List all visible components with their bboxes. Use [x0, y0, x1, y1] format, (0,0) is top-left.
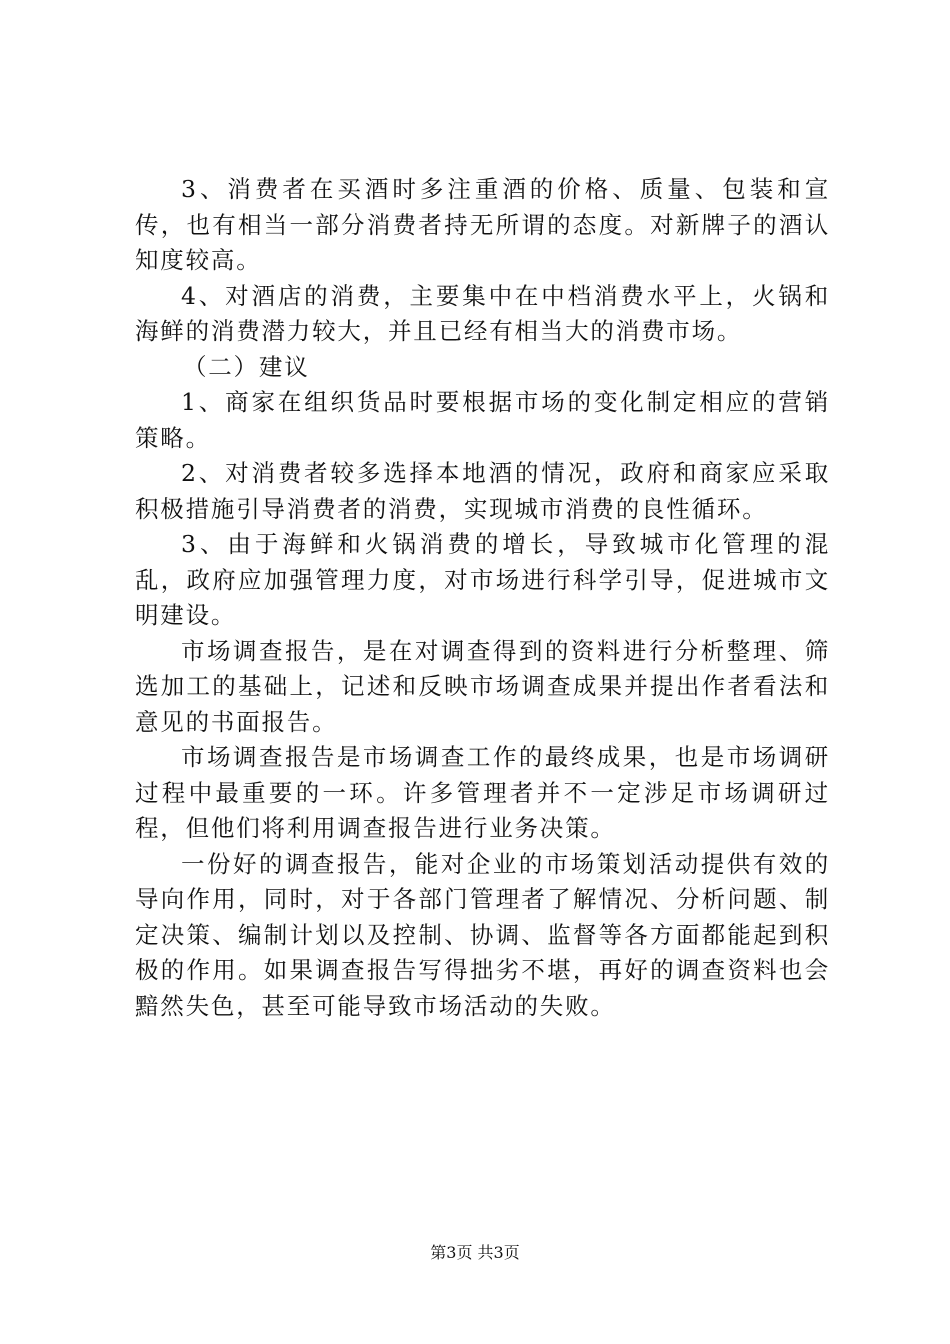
- document-body: [135, 172, 830, 1024]
- paragraph-suggestion-2: 2、对消费者较多选择本地酒的情况，政府和商家应采取积极措施引导消费者的消费，实现城市消费的良性循环。: [135, 459, 830, 523]
- paragraph-report-importance: 市场调查报告是市场调查工作的最终成果，也是市场调研过程中最重要的一环。许多管理者并不一定涉足市场调研过程，但他们将利用调查报告进行业务决策。: [135, 743, 830, 842]
- paragraph-suggestion-1: 1、商家在组织货品时要根据市场的变化制定相应的营销策略。: [135, 388, 830, 452]
- section-heading-suggestions: （二）建议: [183, 352, 310, 381]
- paragraph-report-definition: 市场调查报告，是在对调查得到的资料进行分析整理、筛选加工的基础上，记述和反映市场调查成果并提出作者看法和意见的书面报告。: [135, 636, 830, 736]
- paragraph-suggestion-3: 3、由于海鲜和火锅消费的增长，导致城市化管理的混乱，政府应加强管理力度，对市场进行科学引导，促进城市文明建设。: [135, 530, 830, 629]
- paragraph-hotel-consumption: 4、对酒店的消费，主要集中在中档消费水平上，火锅和海鲜的消费潜力较大，并且已经有相当大的消费市场。: [135, 281, 830, 345]
- page-number-footer: 第3页 共3页: [430, 1243, 520, 1262]
- paragraph-report-value: 一份好的调查报告，能对企业的市场策划活动提供有效的导向作用，同时，对于各部门管理者了解情况、分析问题、制定决策、编制计划以及控制、协调、监督等各方面都能起到积极的作用。如果调查报告写得拙劣不堪，再好的调查资料也会黯然失色，甚至可能导致市场活动的失败。: [135, 849, 830, 1020]
- paragraph-consumer-buying-habits: 3、消费者在买酒时多注重酒的价格、质量、包装和宣传，也有相当一部分消费者持无所谓的态度。对新牌子的酒认知度较高。: [135, 175, 830, 274]
